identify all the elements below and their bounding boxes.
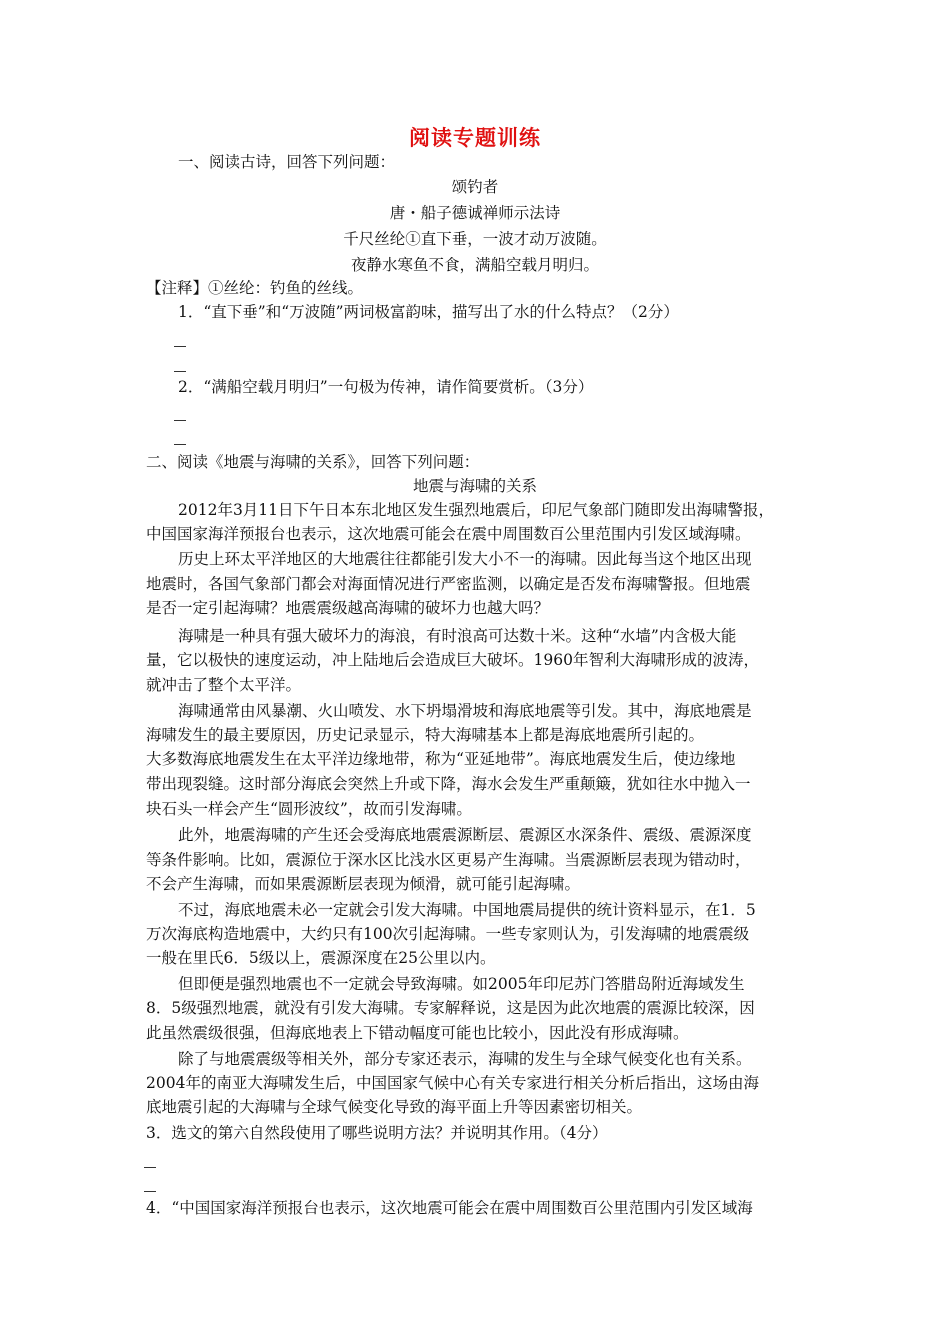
article-line: 就冲击了整个太平洋。: [146, 676, 302, 694]
poem-author: 唐・船子德诚禅师示法诗: [389, 204, 561, 222]
answer-blank[interactable]: [174, 371, 186, 372]
page-title: 阅读专题训练: [409, 125, 541, 150]
section1-intro: 一、阅读古诗，回答下列问题：: [178, 153, 396, 171]
poem-line-1: 千尺丝纶①直下垂，一波才动万波随。: [343, 230, 607, 248]
answer-blank[interactable]: [144, 1191, 156, 1192]
article-line: 量，它以极快的速度运动，冲上陆地后会造成巨大破坏。1960年智利大海啸形成的波涛，: [146, 651, 759, 669]
article-line: 海啸通常由风暴潮、火山喷发、水下坍塌滑坡和海底地震等引发。其中，海底地震是: [178, 702, 752, 720]
question-1: 1．“直下垂”和“万波随”两词极富韵味，描写出了水的什么特点？（2分）: [178, 303, 679, 321]
article-line: 2004年的南亚大海啸发生后，中国国家气候中心有关专家进行相关分析后指出，这场由海: [146, 1074, 759, 1092]
article-line: 等条件影响。比如，震源位于深水区比浅水区更易产生海啸。当震源断层表现为错动时，: [146, 851, 751, 869]
answer-blank[interactable]: [174, 420, 186, 421]
article-line: 此外，地震海啸的产生还会受海底地震震源断层、震源区水深条件、震级、震源深度: [178, 826, 752, 844]
poem-title: 颂钓者: [451, 178, 499, 196]
article-line: 带出现裂缝。这时部分海底会突然上升或下降，海水会发生严重颠簸，犹如往水中抛入一: [146, 775, 751, 793]
article-line: 是否一定引起海啸？地震震级越高海啸的破坏力也越大吗？: [146, 599, 550, 617]
article-line: 历史上环太平洋地区的大地震往往都能引发大小不一的海啸。因此每当这个地区出现: [178, 550, 752, 568]
question-3: 3．选文的第六自然段使用了哪些说明方法？并说明其作用。（4分）: [146, 1124, 608, 1142]
article-line: 除了与地震震级等相关外，部分专家还表示，海啸的发生与全球气候变化也有关系。: [178, 1050, 752, 1068]
article-line: 不会产生海啸，而如果震源断层表现为倾滑，就可能引起海啸。: [146, 875, 581, 893]
poem-note: 【注释】①丝纶：钓鱼的丝线。: [146, 279, 364, 297]
question-2: 2．“满船空载月明归”一句极为传神，请作简要赏析。（3分）: [178, 378, 594, 396]
article-title: 地震与海啸的关系: [412, 477, 537, 495]
article-line: 海啸是一种具有强大破坏力的海浪，有时浪高可达数十米。这种“水墙”内含极大能: [178, 627, 737, 645]
article-line: 块石头一样会产生“圆形波纹”，故而引发海啸。: [146, 800, 472, 818]
article-line: 中国国家海洋预报台也表示，这次地震可能会在震中周围数百公里范围内引发区域海啸。: [146, 525, 751, 543]
answer-blank[interactable]: [174, 346, 186, 347]
article-line: 但即便是强烈地震也不一定就会导致海啸。如2005年印尼苏门答腊岛附近海域发生: [178, 975, 745, 993]
poem-line-2: 夜静水寒鱼不食，满船空载月明归。: [350, 256, 599, 274]
article-line: 此虽然震级很强，但海底地表上下错动幅度可能也比较小，因此没有形成海啸。: [146, 1024, 689, 1042]
article-line: 不过，海底地震未必一定就会引发大海啸。中国地震局提供的统计资料显示，在1．5: [178, 901, 756, 919]
article-line: 万次海底构造地震中，大约只有100次引起海啸。一些专家则认为，引发海啸的地震震级: [146, 925, 750, 943]
answer-blank[interactable]: [174, 444, 186, 445]
article-line: 8．5级强烈地震，就没有引发大海啸。专家解释说，这是因为此次地震的震源比较深，因: [146, 999, 755, 1017]
article-line: 2012年3月11日下午日本东北地区发生强烈地震后，印尼气象部门随即发出海啸警报，: [178, 501, 775, 519]
article-line: 一般在里氏6．5级以上，震源深度在25公里以内。: [146, 949, 496, 967]
section2-intro: 二、阅读《地震与海啸的关系》，回答下列问题：: [146, 453, 480, 471]
article-line: 底地震引起的大海啸与全球气候变化导致的海平面上升等因素密切相关。: [146, 1098, 643, 1116]
article-line: 大多数海底地震发生在太平洋边缘地带，称为“亚延地带”。海底地震发生后，使边缘地: [146, 750, 736, 768]
answer-blank[interactable]: [144, 1167, 156, 1168]
article-line: 海啸发生的最主要原因，历史记录显示，特大海啸基本上都是海底地震所引起的。: [146, 726, 705, 744]
question-4: 4．“中国国家海洋预报台也表示，这次地震可能会在震中周围数百公里范围内引发区域海: [146, 1199, 753, 1217]
article-line: 地震时，各国气象部门都会对海面情况进行严密监测，以确定是否发布海啸警报。但地震: [146, 575, 751, 593]
